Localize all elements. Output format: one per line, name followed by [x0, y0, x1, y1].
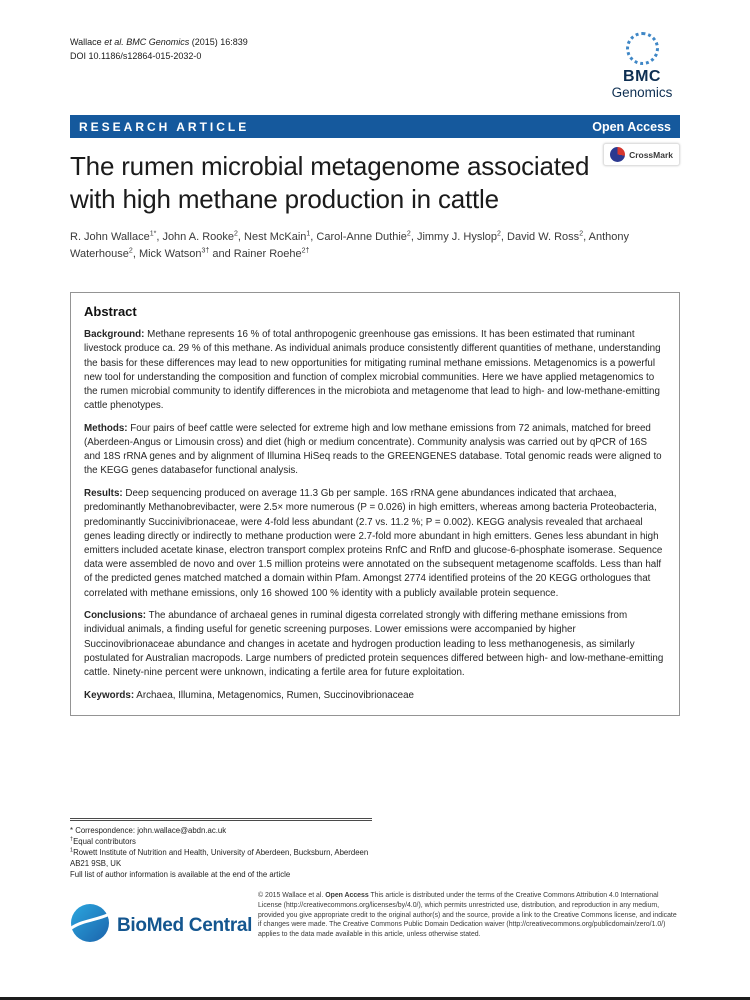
copyright-open-access: Open Access — [325, 892, 369, 899]
biomed-sphere-icon — [70, 903, 110, 948]
crossmark-badge[interactable] — [603, 143, 680, 166]
correspondence-label: Correspondence: — [75, 826, 138, 835]
open-access-label: Open Access — [592, 119, 671, 134]
abstract-results-text: Deep sequencing produced on average 11.3 Gb per sample. 16S rRNA gene abundances indicated that archaea, predominantly Methanobrevibacter, were 2.5× more numerous (P = 0.026) in high emitters, whereas among bacteria Proteobacteria, predominantly Succinivibrionaceae, were 4-fold less abundant (2.7 vs. 11.2 %; P = 0.002). KEGG analysis revealed that archaeal genes leading directly or indirectly to methane production were 2.7-fold more abundant in high emitters. Genes less abundant in high emitters included acetate kinase, electron transport complex proteins RnfC and RnfD and glucose-6-phosphate isomerase. Sequence data were assembled de novo and over 1.5 million proteins were annotated on the subsequent metagenome scaffolds. Less than half of the predicted genes matched matched a domain within Pfam. Amongst 2774 identified proteins of the 20 KEGG orthologues that correlated with methane emissions, only 16 showed 100 % identity with a publicly available protein sequence. — [84, 488, 663, 599]
authors-line: R. John Wallace$^{1*}$, John A. Rooke$^2$, Nest McKain$^1$, Carol-Anne Duthie$^2$, Jimmy J. Hyslop$^2$, David W. Ross$^2$, Anthony Waterhouse$^2$, Mick Watson$^{3\dagger}$ and Rainer Roehe$^{2\dagger}$ — [70, 230, 629, 261]
copyright-notice — [258, 891, 680, 940]
abstract-methods-label: Methods: — [84, 422, 128, 434]
citation-block — [70, 36, 248, 63]
author-name: Mick Watson — [138, 248, 202, 261]
journal-logo-bmc: BMC — [623, 68, 661, 85]
author-affiliation-sup: 1 — [306, 230, 311, 238]
full-author-info-line: Full list of author information is available at the end of the article — [70, 870, 291, 880]
crossmark-label: CrossMark — [629, 149, 673, 160]
author-affiliation-sup: 2 — [128, 247, 133, 255]
citation-author: Wallace — [70, 37, 105, 47]
title-block — [70, 150, 680, 216]
publisher-footer — [70, 891, 680, 948]
biomed-central-wordmark — [117, 915, 252, 937]
abstract-conclusions-text: The abundance of archaeal genes in ruminal digesta correlated strongly with differing methane emissions from individual animals, a finding useful for genetic screening purposes. Lower emissions were accompanied by higher Succinovibrionaceae abundance and changes in acetate and hydrogen production leading to less methanogenesis, as similarly postulated for Australian macropods. Large numbers of predicted protein sequences differed between high- and low-methane-emitting cattle. Ninety-nine percent were unknown, indicating a fertile area for future exploitation. — [84, 610, 664, 679]
central-word: Central — [183, 914, 253, 936]
keywords-text: Archaea, Illumina, Metagenomics, Rumen, Succinovibrionaceae — [136, 689, 415, 701]
copyright-prefix: © 2015 Wallace et al. — [258, 892, 326, 899]
footnotes-block — [70, 818, 372, 880]
page-header — [70, 36, 680, 108]
affiliation-text: Rowett Institute of Nutrition and Health, University of Aberdeen, Bucksburn, Aberdeen AB21 9SB, UK — [70, 848, 369, 869]
footnote-divider — [70, 818, 372, 821]
keywords-label: Keywords: — [84, 689, 135, 701]
crossmark-icon — [610, 147, 625, 162]
author-affiliation-sup: 2† — [301, 247, 310, 255]
bmc-dotted-sphere-icon — [626, 32, 659, 65]
journal-logo-genomics: Genomics — [611, 84, 673, 100]
citation-line — [70, 36, 248, 50]
doi-line: DOI 10.1186/s12864-015-2032-0 — [70, 50, 202, 61]
author-name: David W. Ross — [507, 231, 580, 244]
correspondence-line — [70, 825, 372, 836]
citation-journal: et al. BMC Genomics — [104, 37, 190, 47]
affiliation-sup: 1 — [70, 847, 74, 854]
abstract-keywords — [84, 689, 666, 703]
author-name: Jimmy J. Hyslop — [416, 231, 498, 244]
equal-contributors-sup: † — [70, 836, 74, 843]
copyright-body: This article is distributed under the terms of the Creative Commons Attribution 4.0 International License (http://creativecommons.org/licenses/by/4.0/), which permits unrestricted use, distribution, and reproduction in any medium, provided you give appropriate credit to the original author(s) and the source, provide a link to the Creative Commons license, and indicate if changes were made. The Creative Commons Public Domain Dedication waiver (http://creativecommons.org/publicdomain/zero/1.0/) applies to the data made available in this article, unless otherwise stated. — [258, 892, 677, 939]
abstract-methods — [84, 422, 666, 479]
abstract-conclusions-label: Conclusions: — [84, 610, 147, 622]
citation-volume: (2015) 16:839 — [189, 37, 248, 47]
author-name: Nest McKain — [244, 231, 307, 244]
abstract-heading: Abstract — [84, 304, 137, 320]
author-name: Anthony Waterhouse — [70, 231, 629, 261]
abstract-background — [84, 328, 666, 413]
bmc-genomics-logo — [604, 32, 680, 101]
affiliation-line — [70, 847, 372, 869]
abstract-conclusions — [84, 609, 666, 680]
equal-contributors-text: Equal contributors — [73, 837, 136, 847]
biomed-central-logo — [70, 903, 258, 948]
correspondence-marker: * — [70, 826, 76, 835]
author-affiliation-sup: 1* — [149, 230, 157, 238]
abstract-background-label: Background: — [84, 329, 145, 341]
author-name: R. John Wallace — [70, 231, 150, 244]
equal-contributors-line — [70, 836, 372, 847]
abstract-results — [84, 487, 666, 601]
author-name: Rainer Roehe — [233, 248, 302, 261]
biomed-word: BioMed — [117, 914, 184, 936]
author-affiliation-sup: 2 — [406, 230, 411, 238]
abstract-box — [70, 292, 680, 716]
article-type-banner — [70, 115, 680, 138]
article-title: The rumen microbial metagenome associated with high methane production in cattle — [70, 151, 590, 215]
author-name: John A. Rooke — [162, 231, 234, 244]
abstract-results-label: Results: — [84, 488, 123, 500]
author-affiliation-sup: 2 — [497, 230, 501, 238]
author-affiliation-sup: 2 — [234, 230, 238, 238]
author-name: Carol-Anne Duthie — [316, 231, 407, 244]
research-article-label: RESEARCH ARTICLE — [79, 119, 250, 134]
author-affiliation-sup: 3† — [201, 247, 210, 255]
correspondence-email[interactable]: john.wallace@abdn.ac.uk — [137, 826, 227, 835]
abstract-background-text: Methane represents 16 % of total anthropogenic greenhouse gas emissions. It has been estimated that ruminant livestock produce ca. 29 % of this methane. As individual animals produce consistently different quantities of methane, understanding the basis for these differences may lead to new opportunities for mitigating ruminal methane emissions. Metagenomics is a powerful new tool for understanding the composition and function of complex microbial communities. Here we have applied metagenomics to the rumen microbial community to identify differences in the microbiota and metagenome that lead to high- and low-methane-emitting cattle phenotypes. — [84, 329, 661, 412]
abstract-methods-text: Four pairs of beef cattle were selected for extreme high and low methane emissions from 72 animals, matched for breed (Aberdeen-Angus or Limousin cross) and diet (high or medium concentrate). Community analysis was carried out by qPCR of 16S and 18S rRNA genes and by alignment of Illumina HiSeq reads to the GREENGENES database. Total genomic reads were aligned to the KEGG genes databasefor functional analysis. — [84, 422, 662, 477]
author-affiliation-sup: 2 — [579, 230, 584, 238]
